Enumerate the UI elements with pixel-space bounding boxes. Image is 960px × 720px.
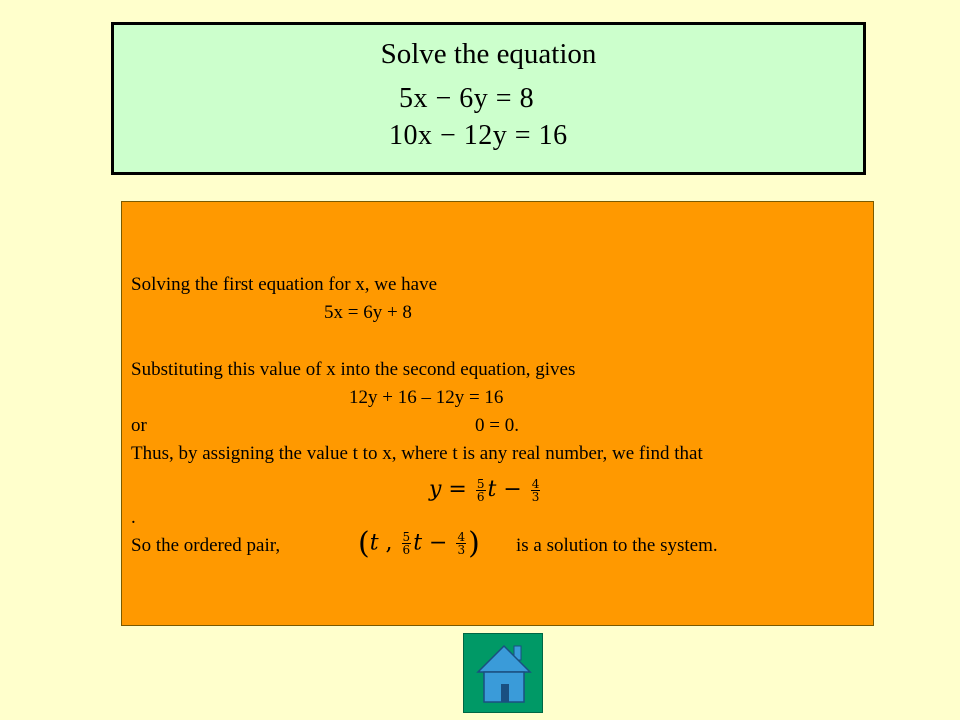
answer-line-3: Substituting this value of x into the second equation, gives [131, 359, 576, 380]
equation-2: 10x − 12y = 16 [389, 120, 568, 151]
answer-line-5-eq: 0 = 0. [475, 415, 519, 436]
answer-line-6: Thus, by assigning the value t to x, where t is any real number, we find that [131, 443, 703, 464]
answer-line-9-start: So the ordered pair, [131, 535, 281, 556]
home-icon [474, 642, 534, 706]
answer-box [121, 201, 874, 626]
answer-line-4: 12y + 16 – 12y = 16 [349, 387, 504, 408]
home-button[interactable] [463, 633, 543, 713]
formula-pair: (t , $\frac{5}{6}$ t − $\frac{4}{3}$ ) [358, 526, 480, 561]
question-box [111, 22, 866, 175]
equation-1: 5x − 6y = 8 [399, 83, 535, 114]
answer-line-2: 5x = 6y + 8 [324, 302, 412, 323]
question-title: Solve the equation [380, 38, 597, 70]
answer-line-1: Solving the first equation for x, we have [131, 274, 438, 295]
formula-y: y = $\frac{5}{6}$ t − $\frac{4}{3}$ [429, 476, 540, 504]
answer-line-9-end: is a solution to the system. [516, 535, 718, 556]
answer-line-8: . [131, 507, 136, 528]
answer-line-5-or: or [131, 415, 147, 436]
